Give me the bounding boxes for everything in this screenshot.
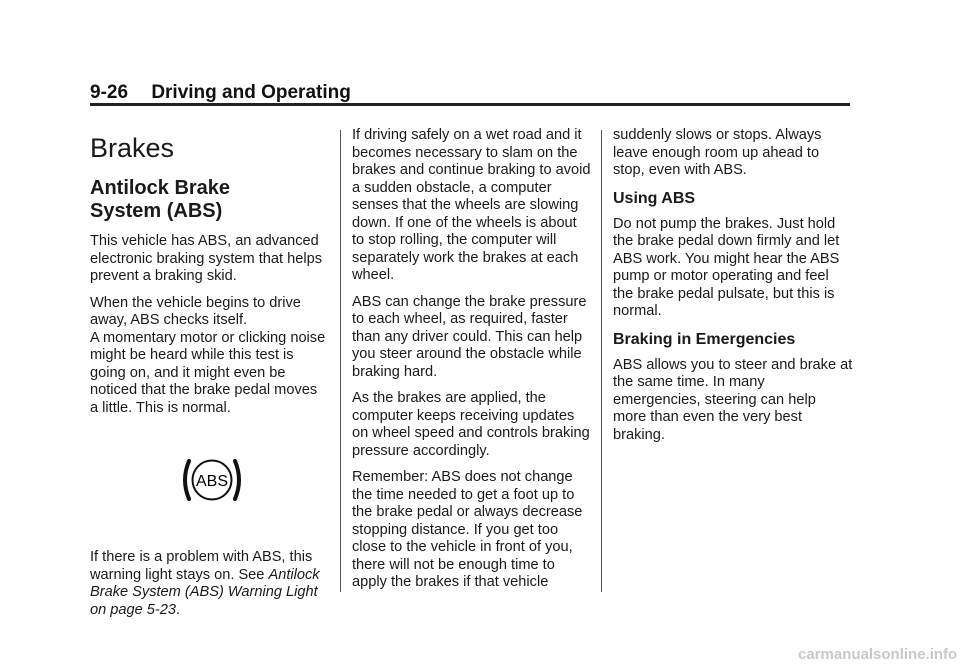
header-rule [90,103,850,106]
paragraph: As the brakes are applied, the computer keeps receiving updates on wheel speed and controls braking pressure accordingly. [352,390,590,459]
paragraph-part: If there is a problem with ABS, this warning light stays on. See [90,549,313,583]
paragraph: This vehicle has ABS, an advanced electronic braking system that helps prevent a braking skid. [90,233,322,284]
paragraph-part: When the vehicle begins to drive away, ABS checks itself. [90,294,301,328]
column-2 [352,127,592,601]
paragraph: ABS can change the brake pressure to each wheel, as required, faster than any driver could. This can help you steer around the obstacle while braking hard. [352,293,587,380]
section-heading [90,177,326,223]
subheading-using-abs: Using ABS [613,189,696,207]
section-heading-line2: System (ABS) [90,200,223,222]
abs-icon-label: ABS [195,473,229,490]
page-header [90,82,351,104]
column-divider [601,130,602,592]
paragraph: If driving safely on a wet road and it becomes necessary to slam on the brakes and continue braking to avoid a sudden obstacle, a computer senses that the wheels are slowing down. If one of the wheels is about to stop rolling, the computer will separately work the brakes at each wheel. [352,127,591,283]
paragraph: Do not pump the brakes. Just hold the brake pedal down firmly and let ABS work. You might hear the ABS pump or motor operating and feel the brake pedal pulsate, but this is normal. [613,215,840,319]
paragraph [90,549,326,619]
column-3 [613,127,853,453]
cross-reference-link[interactable]: Antilock Brake System (ABS) Warning Light on page 5-23 [90,566,320,618]
subheading-braking-emergencies: Braking in Emergencies [613,330,796,348]
paragraph: ABS allows you to steer and brake at the same time. In many emergencies, steering can help more than even the very best braking. [613,356,853,443]
paragraph: suddenly slows or stops. Always leave enough room up ahead to stop, even with ABS. [613,127,822,178]
column-divider [340,130,341,592]
paragraph: Remember: ABS does not change the time needed to get a foot up to the brake pedal or always decrease stopping distance. If you get too close to the vehicle in front of you, there will not be enough time to apply the brakes if that vehicle [352,469,583,590]
section-heading-line1: Antilock Brake [90,177,231,199]
paragraph-part: . [176,601,181,618]
paragraph-part: A momentary motor or clicking noise might be heard while this test is going on, and it might even be noticed that the brake pedal moves a little. This is normal. [90,329,326,416]
abs-warning-light-svg [180,455,244,505]
paragraph [90,295,326,418]
section-name: Driving and Operating [151,82,351,103]
page-title: Brakes [90,133,175,163]
column-1 [90,125,326,628]
abs-warning-light-icon [180,455,244,505]
page-number: 9-26 [90,82,129,103]
watermark: carmanualsonline.info [798,646,958,663]
